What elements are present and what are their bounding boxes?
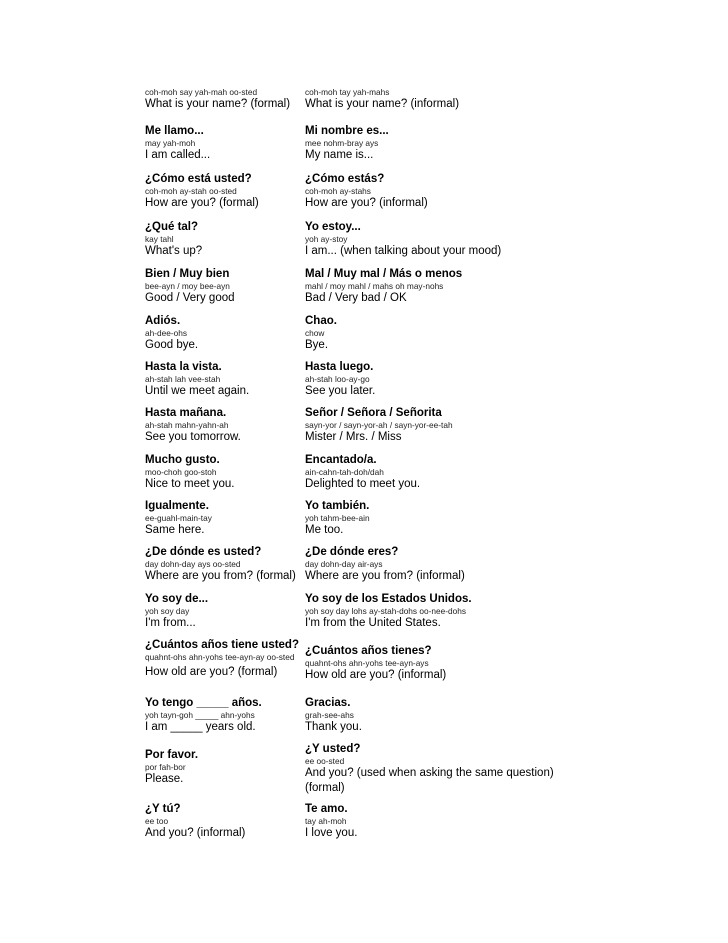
phrase-entry <box>145 593 307 630</box>
spanish-phrase: ¿Cuántos años tienes? <box>305 645 432 657</box>
phrase-entry <box>145 546 307 583</box>
translation: I am _____ years old. <box>145 721 256 733</box>
phrase-entry <box>145 361 307 398</box>
pronunciation: mahl / moy mahl / mahs oh may-nohs <box>305 281 444 291</box>
pronunciation: yoh tayn-goh _____ ahn-yohs <box>145 710 255 720</box>
phrase-entry <box>145 454 307 491</box>
translation: Mister / Mrs. / Miss <box>305 431 402 443</box>
spanish-phrase: ¿Cómo está usted? <box>145 173 252 185</box>
pronunciation: bee-ayn / moy bee-ayn <box>145 281 230 291</box>
pronunciation: ah-stah mahn-yahn-ah <box>145 420 229 430</box>
translation: Bad / Very bad / OK <box>305 292 407 304</box>
spanish-phrase: Te amo. <box>305 803 348 815</box>
phrase-entry <box>305 221 565 258</box>
translation: My name is... <box>305 149 374 161</box>
pronunciation: tay ah-moh <box>305 816 347 826</box>
phrase-entry <box>145 173 307 210</box>
phrase-entry <box>305 645 565 682</box>
spanish-phrase: Yo también. <box>305 500 370 512</box>
spanish-phrase: Igualmente. <box>145 500 209 512</box>
spanish-phrase: Señor / Señora / Señorita <box>305 407 442 419</box>
pronunciation: grah-see-ahs <box>305 710 354 720</box>
phrase-entry <box>305 361 565 398</box>
pronunciation: ah-stah loo-ay-go <box>305 374 370 384</box>
translation: I'm from the United States. <box>305 617 441 629</box>
spanish-phrase: Chao. <box>305 315 337 327</box>
phrase-entry <box>305 593 565 630</box>
pronunciation: yoh soy day lohs ay-stah-dohs oo-nee-dohs <box>305 606 466 616</box>
translation: Where are you from? (formal) <box>145 570 296 582</box>
pronunciation: quahnt-ohs ahn-yohs tee-ayn-ay oo-sted <box>145 652 295 662</box>
phrase-entry <box>145 221 307 258</box>
pronunciation: ain-cahn-tah-doh/dah <box>305 467 384 477</box>
spanish-phrase: ¿Y tú? <box>145 803 181 815</box>
phrase-entry <box>305 173 565 210</box>
spanish-phrase: Yo estoy... <box>305 221 361 233</box>
phrase-entry <box>145 125 307 162</box>
phrase-entry <box>145 407 307 444</box>
translation: See you later. <box>305 385 376 397</box>
spanish-phrase: ¿Qué tal? <box>145 221 199 233</box>
spanish-phrase: ¿De dónde eres? <box>305 546 399 558</box>
translation: What's up? <box>145 245 203 257</box>
spanish-phrase: Yo soy de los Estados Unidos. <box>305 593 472 605</box>
spanish-phrase: Yo soy de... <box>145 593 209 605</box>
phrase-entry <box>305 697 565 734</box>
spanish-phrase: Mi nombre es... <box>305 125 389 137</box>
phrase-entry <box>145 315 307 352</box>
spanish-phrase: Encantado/a. <box>305 454 377 466</box>
translation: I am called... <box>145 149 211 161</box>
translation: Good bye. <box>145 339 199 351</box>
translation: Me too. <box>305 524 344 536</box>
spanish-phrase: Por favor. <box>145 749 199 761</box>
pronunciation: coh-moh tay yah-mahs <box>305 87 390 97</box>
translation: What is your name? (informal) <box>305 98 460 110</box>
pronunciation: mee nohm-bray ays <box>305 138 379 148</box>
pronunciation: sayn-yor / sayn-yor-ah / sayn-yor-ee-tah <box>305 420 453 430</box>
translation: I love you. <box>305 827 358 839</box>
phrase-entry <box>305 454 565 491</box>
pronunciation: ah-dee-ohs <box>145 328 187 338</box>
translation: Delighted to meet you. <box>305 478 421 490</box>
translation: How are you? (formal) <box>145 197 259 209</box>
pronunciation: yoh tahm-bee-ain <box>305 513 370 523</box>
spanish-phrase: Hasta mañana. <box>145 407 227 419</box>
phrase-entry <box>145 749 307 786</box>
phrase-entry <box>305 315 565 352</box>
translation: And you? (informal) <box>145 827 246 839</box>
pronunciation: may yah-moh <box>145 138 196 148</box>
spanish-phrase: Me llamo... <box>145 125 204 137</box>
pronunciation: yoh soy day <box>145 606 190 616</box>
phrase-entry <box>305 87 565 111</box>
translation: Until we meet again. <box>145 385 250 397</box>
spanish-phrase: Yo tengo _____ años. <box>145 697 262 709</box>
translation: Good / Very good <box>145 292 235 304</box>
pronunciation: coh-moh ay-stahs <box>305 186 371 196</box>
spanish-phrase: Mucho gusto. <box>145 454 220 466</box>
phrase-entry <box>305 743 565 796</box>
pronunciation: ee-guahl-main-tay <box>145 513 212 523</box>
spanish-phrase: Hasta luego. <box>305 361 374 373</box>
phrase-entry <box>305 546 565 583</box>
pronunciation: chow <box>305 328 325 338</box>
translation: And you? (used when asking the same question) (formal) <box>305 767 554 794</box>
translation: How old are you? (formal) <box>145 666 278 678</box>
pronunciation: quahnt-ohs ahn-yohs tee-ayn-ays <box>305 658 429 668</box>
phrase-entry <box>145 268 307 305</box>
phrase-entry <box>145 639 307 679</box>
pronunciation: ah-stah lah vee-stah <box>145 374 221 384</box>
translation: I am... (when talking about your mood) <box>305 245 502 257</box>
phrase-entry <box>145 803 307 840</box>
spanish-phrase: Mal / Muy mal / Más o menos <box>305 268 463 280</box>
translation: See you tomorrow. <box>145 431 241 443</box>
pronunciation: ee oo-sted <box>305 756 345 766</box>
pronunciation: day dohn-day air-ays <box>305 559 383 569</box>
pronunciation: coh-moh say yah-mah oo-sted <box>145 87 258 97</box>
spanish-phrase: ¿Cuántos años tiene usted? <box>145 639 299 651</box>
pronunciation: moo-choh goo-stoh <box>145 467 217 477</box>
phrase-entry <box>305 268 565 305</box>
translation: How old are you? (informal) <box>305 669 447 681</box>
phrase-entry <box>145 87 307 111</box>
pronunciation: ee too <box>145 816 169 826</box>
translation: What is your name? (formal) <box>145 98 291 110</box>
translation: Same here. <box>145 524 205 536</box>
translation: Bye. <box>305 339 329 351</box>
spanish-phrase: Gracias. <box>305 697 351 709</box>
translation: Nice to meet you. <box>145 478 235 490</box>
phrase-entry <box>305 407 565 444</box>
spanish-phrase: Hasta la vista. <box>145 361 222 373</box>
translation: Thank you. <box>305 721 362 733</box>
pronunciation: coh-moh ay-stah oo-sted <box>145 186 237 196</box>
translation: Please. <box>145 773 184 785</box>
spanish-phrase: ¿Y usted? <box>305 743 361 755</box>
pronunciation: yoh ay-stoy <box>305 234 348 244</box>
phrase-entry <box>145 500 307 537</box>
phrase-entry <box>305 500 565 537</box>
translation: How are you? (informal) <box>305 197 428 209</box>
pronunciation: day dohn-day ays oo-sted <box>145 559 241 569</box>
pronunciation: kay tahl <box>145 234 174 244</box>
phrase-entry <box>305 125 565 162</box>
spanish-phrase: ¿Cómo estás? <box>305 173 385 185</box>
phrase-entry <box>305 803 565 840</box>
pronunciation: por fah-bor <box>145 762 186 772</box>
translation: Where are you from? (informal) <box>305 570 465 582</box>
phrase-entry <box>145 697 307 734</box>
spanish-phrase: Adiós. <box>145 315 181 327</box>
translation: I'm from... <box>145 617 196 629</box>
spanish-phrase: ¿De dónde es usted? <box>145 546 262 558</box>
spanish-phrase: Bien / Muy bien <box>145 268 230 280</box>
